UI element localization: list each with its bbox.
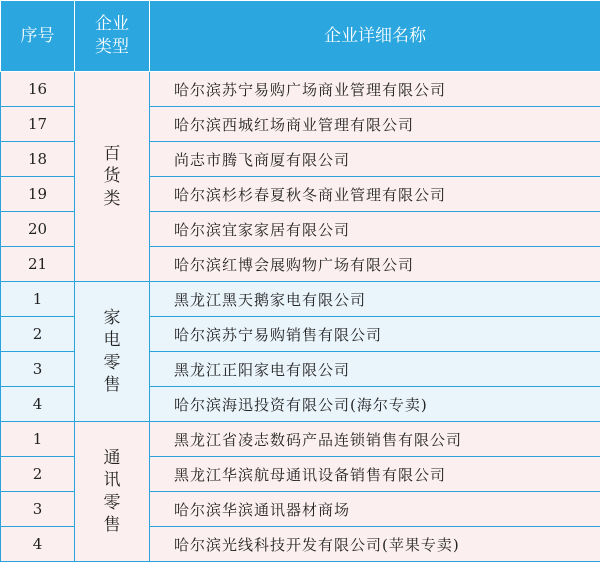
row-index: 4	[1, 527, 75, 562]
type-char: 售	[103, 514, 121, 535]
table-row	[1, 282, 600, 317]
group-type-appliance-retail	[75, 282, 150, 422]
row-company-name: 哈尔滨宜家家居有限公司	[150, 212, 600, 247]
table-row	[1, 72, 600, 107]
row-company-name: 尚志市腾飞商厦有限公司	[150, 142, 600, 177]
row-company-name: 黑龙江正阳家电有限公司	[150, 352, 600, 387]
row-index: 4	[1, 387, 75, 422]
row-index: 3	[1, 492, 75, 527]
row-company-name: 哈尔滨杉杉春夏秋冬商业管理有限公司	[150, 177, 600, 212]
row-company-name: 哈尔滨海迅投资有限公司(海尔专卖)	[150, 387, 600, 422]
header-name: 企业详细名称	[150, 1, 600, 72]
type-char: 零	[103, 352, 121, 373]
row-index: 18	[1, 142, 75, 177]
type-char: 家	[103, 308, 121, 329]
header-row	[1, 1, 600, 72]
type-char: 百	[103, 144, 121, 165]
row-index: 20	[1, 212, 75, 247]
row-index: 3	[1, 352, 75, 387]
row-index: 1	[1, 422, 75, 457]
row-index: 1	[1, 282, 75, 317]
table-row	[1, 422, 600, 457]
group-type-telecom-retail	[75, 422, 150, 562]
row-company-name: 黑龙江黑天鹅家电有限公司	[150, 282, 600, 317]
header-type-line1: 企业	[95, 14, 129, 35]
type-char: 售	[103, 374, 121, 395]
row-index: 16	[1, 72, 75, 107]
type-char: 零	[103, 492, 121, 513]
header-type	[75, 1, 150, 72]
type-char: 讯	[103, 470, 121, 491]
row-company-name: 哈尔滨华滨通讯器材商场	[150, 492, 600, 527]
type-char: 电	[103, 330, 121, 351]
header-type-line2: 类型	[95, 37, 129, 57]
row-company-name: 哈尔滨光线科技开发有限公司(苹果专卖)	[150, 527, 600, 562]
row-index: 2	[1, 457, 75, 492]
row-company-name: 哈尔滨西城红场商业管理有限公司	[150, 107, 600, 142]
row-index: 19	[1, 177, 75, 212]
row-company-name: 哈尔滨苏宁易购销售有限公司	[150, 317, 600, 352]
type-char: 货	[103, 166, 121, 187]
group-type-department-store	[75, 72, 150, 282]
row-company-name: 黑龙江华滨航母通讯设备销售有限公司	[150, 457, 600, 492]
type-char: 通	[103, 448, 121, 469]
row-company-name: 哈尔滨红博会展购物广场有限公司	[150, 247, 600, 282]
type-char: 类	[103, 188, 121, 209]
header-index: 序号	[1, 1, 75, 72]
row-index: 2	[1, 317, 75, 352]
row-company-name: 哈尔滨苏宁易购广场商业管理有限公司	[150, 72, 600, 107]
row-index: 21	[1, 247, 75, 282]
row-company-name: 黑龙江省凌志数码产品连锁销售有限公司	[150, 422, 600, 457]
row-index: 17	[1, 107, 75, 142]
